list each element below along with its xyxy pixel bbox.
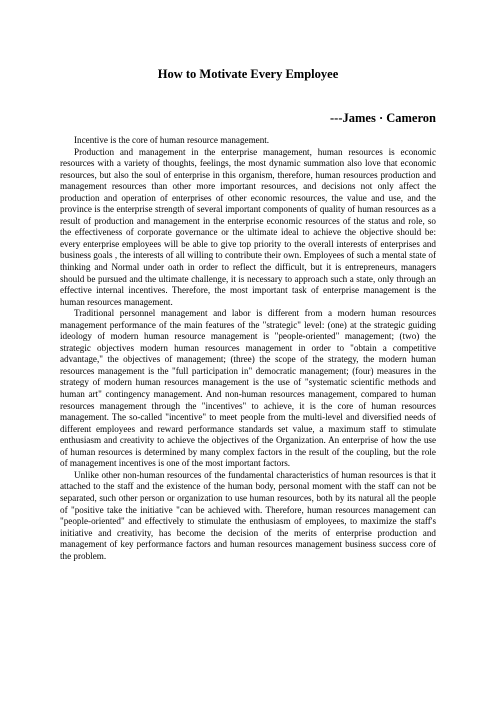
document-title: How to Motivate Every Employee — [157, 67, 339, 81]
paragraph: Production and management in the enterprise management, human resources is economic resources with a variety of thoughts, feelings, the most dynamic summation also love that economic resources, but also the soul of enterprise in this organism, therefore, human resources production and management resources than other more important resources, and decisions not only affect the production and operation of enterprises of other economic resources, the value and use, and the province is the enterprise strength of several important components of quality of human resources as a result of production and management in the enterprise economic resources of the status and role, so the effectiveness of corporate governance or the ultimate ideal to achieve the objective should be: every enterprise employees will be able to give top priority to the overall interests of enterprises and business goals , the interests of all willing to contribute their own. Employees of such a mental state of thinking and Normal under oath in order to reflect the difficult, but it is entrepreneurs, managers should be pursued and the ultimate challenge, it is necessary to approach such a state, only through an effective internal incentives. Therefore, the most important task of enterprise management is the human resources management. — [60, 146, 436, 307]
document-author: ---James · Cameron — [330, 111, 436, 125]
document-body — [60, 135, 436, 562]
paragraph: Incentive is the core of human resource management. — [74, 135, 270, 145]
paragraph: Traditional personnel management and labor is different from a modern human resources management performance of the main features of the "strategic" level: (one) at the strategic guiding ideology of modern human resource management is "people-oriented" management; (two) the strategic objectives modern human resources management in order to "obtain a competitive advantage," the objectives of management; (three) the scope of the strategy, the modern human resources management is the "full participation in" democratic management; (four) measures in the strategy of modern human resources management is the use of "systematic scientific methods and human art" contingency management. And non-human resources management, compared to human resources management through the "incentives" to achieve, it is the core of human resources management. The so-called "incentive" to meet people from the multi-level and diversified needs of different employees and reward performance standards set value, a maximum staff to stimulate enthusiasm and creativity to achieve the objectives of the Organization. An enterprise of how the use of human resources is determined by many complex factors in the result of the coupling, but the role of management incentives is one of the most important factors. — [60, 308, 436, 469]
paragraph: Unlike other non-human resources of the fundamental characteristics of human resources is that it attached to the staff and the existence of the human body, personal moment with the staff can not be separated, such other person or organization to use human resources, both by its natural all the people of "positive take the initiative "can be achieved with. Therefore, human resources management can "people-oriented" and effectively to stimulate the enthusiasm of employees, to maximize the staff's initiative and creativity, has become the decision of the merits of enterprise production and management of key performance factors and human resources management business success core of the problem. — [60, 469, 436, 561]
